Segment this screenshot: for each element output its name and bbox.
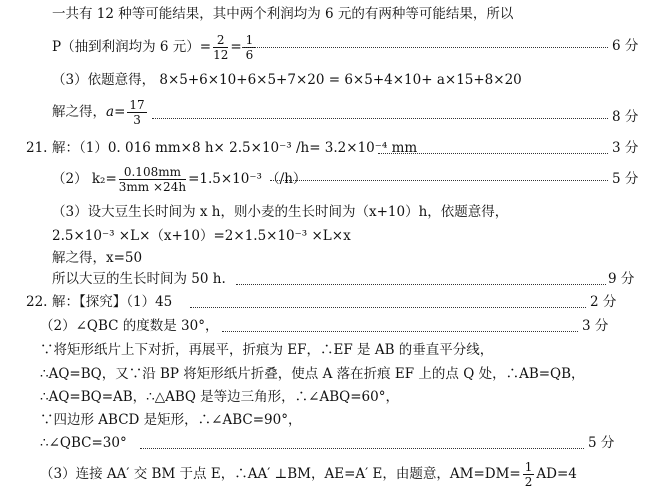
dot-leader [190, 307, 586, 308]
question-22-number: 22. [26, 294, 48, 310]
line-6-rhs: =1.5×10⁻³ （/h） [188, 171, 307, 187]
dot-leader [242, 47, 608, 48]
score-6: 6 分 [612, 38, 639, 54]
line-11-text: 解：【探究】（1）45 [52, 294, 173, 310]
line-16-text: ∵四边形 ABCD 是矩形，∴∠ABC=90°， [40, 412, 302, 428]
line-5-text: 解：（1）0. 016 mm×8 h× 2.5×10⁻³ /h= 3.2×10⁻⁴ mm [52, 140, 418, 156]
line-12-text: （2）∠QBC 的度数是 30°， [40, 318, 219, 334]
line-17-text: ∴∠QBC=30° [40, 435, 127, 451]
line-2-probability [52, 34, 257, 61]
score-3-b: 3 分 [582, 318, 609, 334]
equals-sign: = [114, 104, 126, 120]
line-6-k2 [52, 166, 306, 193]
line-18-tail: AD=4 [536, 466, 577, 482]
fraction-17-3: $\frac{17}{3}$ [129, 98, 145, 127]
line-8-text: 2.5×10⁻³ ×L×（x+10）=2×1.5×10⁻³ ×L×x [52, 228, 351, 244]
fraction-2-12: $\frac{2}{12}$ [213, 33, 229, 62]
question-21-number: 21. [26, 140, 48, 156]
dot-leader [236, 284, 606, 285]
equals-sign: = [230, 39, 242, 55]
dot-leader [378, 153, 608, 154]
score-8: 8 分 [612, 109, 639, 125]
line-6-lhs: （2） k₂= [52, 171, 117, 187]
score-9: 9 分 [608, 271, 635, 287]
line-4-solution [52, 99, 149, 126]
line-4-lhs: 解之得， [52, 104, 106, 120]
score-2: 2 分 [590, 294, 617, 310]
score-5-b: 5 分 [588, 435, 615, 451]
line-14-text: ∴AQ=BQ，又∵沿 BP 将矩形纸片折叠，使点 A 落在折痕 EF 上的点 Q 处，∴AB=QB， [40, 366, 585, 382]
line-1-text: 一共有 12 种等可能结果，其中两个利润均为 6 元的有两种等可能结果，所以 [52, 6, 514, 22]
dot-leader [140, 448, 584, 449]
score-3: 3 分 [612, 140, 639, 156]
fraction-1-2: $\frac{1}{2}$ [524, 460, 533, 489]
line-18-text [40, 461, 577, 488]
variable-a: a [106, 104, 115, 120]
dot-leader [152, 118, 608, 119]
line-2-lhs: P（抽到利润均为 6 元）= [52, 39, 212, 55]
dot-leader [222, 331, 578, 332]
line-18-main: （3）连接 AA′ 交 BM 于点 E，∴AA′ ⊥BM，AE=A′ E，由题意，AM=DM= [40, 466, 521, 482]
line-10-text: 所以大豆的生长时间为 50 h. [52, 271, 226, 287]
line-9-text: 解之得，x=50 [52, 250, 143, 266]
line-7-text: （3）设大豆生长时间为 x h，则小麦的生长时间为（x+10）h，依题意得， [52, 204, 509, 220]
line-3-equation: （3）依题意得， 8×5+6×10+6×5+7×20 = 6×5+4×10+ a×15+8×20 [52, 72, 522, 88]
line-15-text: ∴AQ=BQ=AB，∴△ABQ 是等边三角形，∴∠ABQ=60°， [40, 389, 399, 405]
dot-leader [270, 180, 608, 181]
fraction-1-6: $\frac{1}{6}$ [245, 33, 254, 62]
score-5: 5 分 [612, 171, 639, 187]
line-13-text: ∵将矩形纸片上下对折，再展平，折痕为 EF，∴EF 是 AB 的垂直平分线， [40, 342, 494, 358]
fraction-k2: $\frac{0.108mm}{3mm \times 24h}$ [118, 165, 187, 194]
